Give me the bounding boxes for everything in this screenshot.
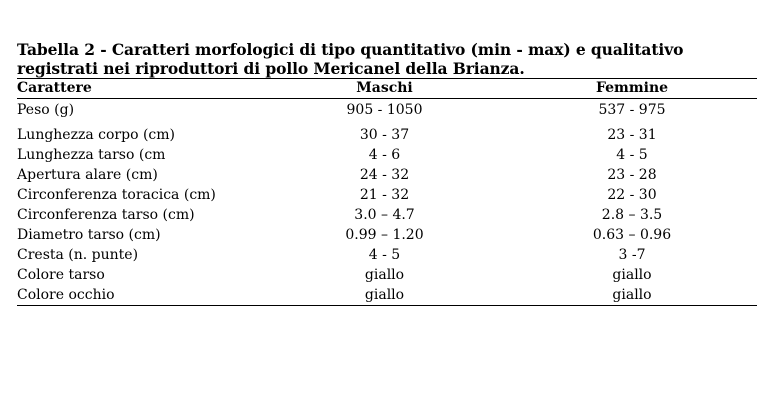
document [17, 40, 757, 306]
cell-femmine: 537 - 975 [598, 102, 666, 118]
cell-maschi: 4 - 6 [368, 147, 401, 163]
table-row [17, 185, 757, 205]
cell-maschi: giallo [364, 267, 405, 283]
table-row [17, 285, 757, 306]
cell-femmine: 0.63 – 0.96 [592, 227, 672, 243]
table-row [17, 145, 757, 165]
cell-maschi: 24 - 32 [359, 167, 410, 183]
table-row [17, 165, 757, 185]
table-row [17, 225, 757, 245]
cell-maschi: 30 - 37 [359, 127, 410, 143]
cell-maschi: 3.0 – 4.7 [354, 207, 415, 223]
cell-carattere: Circonferenza tarso (cm) [17, 207, 195, 223]
caption-line-1: Tabella 2 - Caratteri morfologici di tipo quantitativo (min - max) e qualitativo [17, 40, 684, 59]
morphology-table [17, 78, 757, 306]
cell-carattere: Cresta (n. punte) [17, 247, 139, 263]
table-row [17, 125, 757, 145]
cell-carattere: Lunghezza tarso (cm [17, 147, 166, 163]
table-caption [17, 40, 757, 78]
cell-maschi: giallo [262, 285, 507, 306]
header-femmine: Femmine [507, 79, 757, 99]
table-row [17, 205, 757, 225]
cell-carattere: Lunghezza corpo (cm) [17, 127, 175, 143]
cell-femmine: 23 - 31 [607, 127, 657, 143]
cell-femmine: giallo [612, 267, 652, 283]
cell-carattere: Diametro tarso (cm) [17, 227, 161, 243]
cell-carattere: Circonferenza toracica (cm) [17, 187, 216, 203]
cell-femmine: giallo [507, 285, 757, 306]
cell-carattere: Apertura alare (cm) [17, 167, 158, 183]
cell-femmine: 2.8 – 3.5 [601, 207, 663, 223]
cell-carattere: Colore tarso [17, 267, 105, 283]
table-header-row [17, 79, 757, 99]
cell-maschi: 905 - 1050 [346, 102, 423, 118]
header-maschi: Maschi [262, 79, 507, 99]
caption-line-2: registrati nei riproduttori di pollo Mericanel della Brianza. [17, 59, 525, 78]
table-row [17, 245, 757, 265]
cell-femmine: 3 -7 [618, 247, 646, 263]
cell-carattere: Peso (g) [17, 102, 75, 118]
cell-maschi: 21 - 32 [359, 187, 410, 203]
table-row [17, 265, 757, 285]
cell-femmine: 4 - 5 [616, 147, 648, 163]
cell-carattere: Colore occhio [17, 285, 262, 306]
cell-maschi: 0.99 – 1.20 [345, 227, 424, 243]
cell-maschi: 4 - 5 [368, 247, 401, 263]
cell-femmine: 22 - 30 [607, 187, 657, 203]
header-carattere: Carattere [17, 79, 262, 99]
table-row [17, 99, 757, 126]
cell-femmine: 23 - 28 [607, 167, 657, 183]
